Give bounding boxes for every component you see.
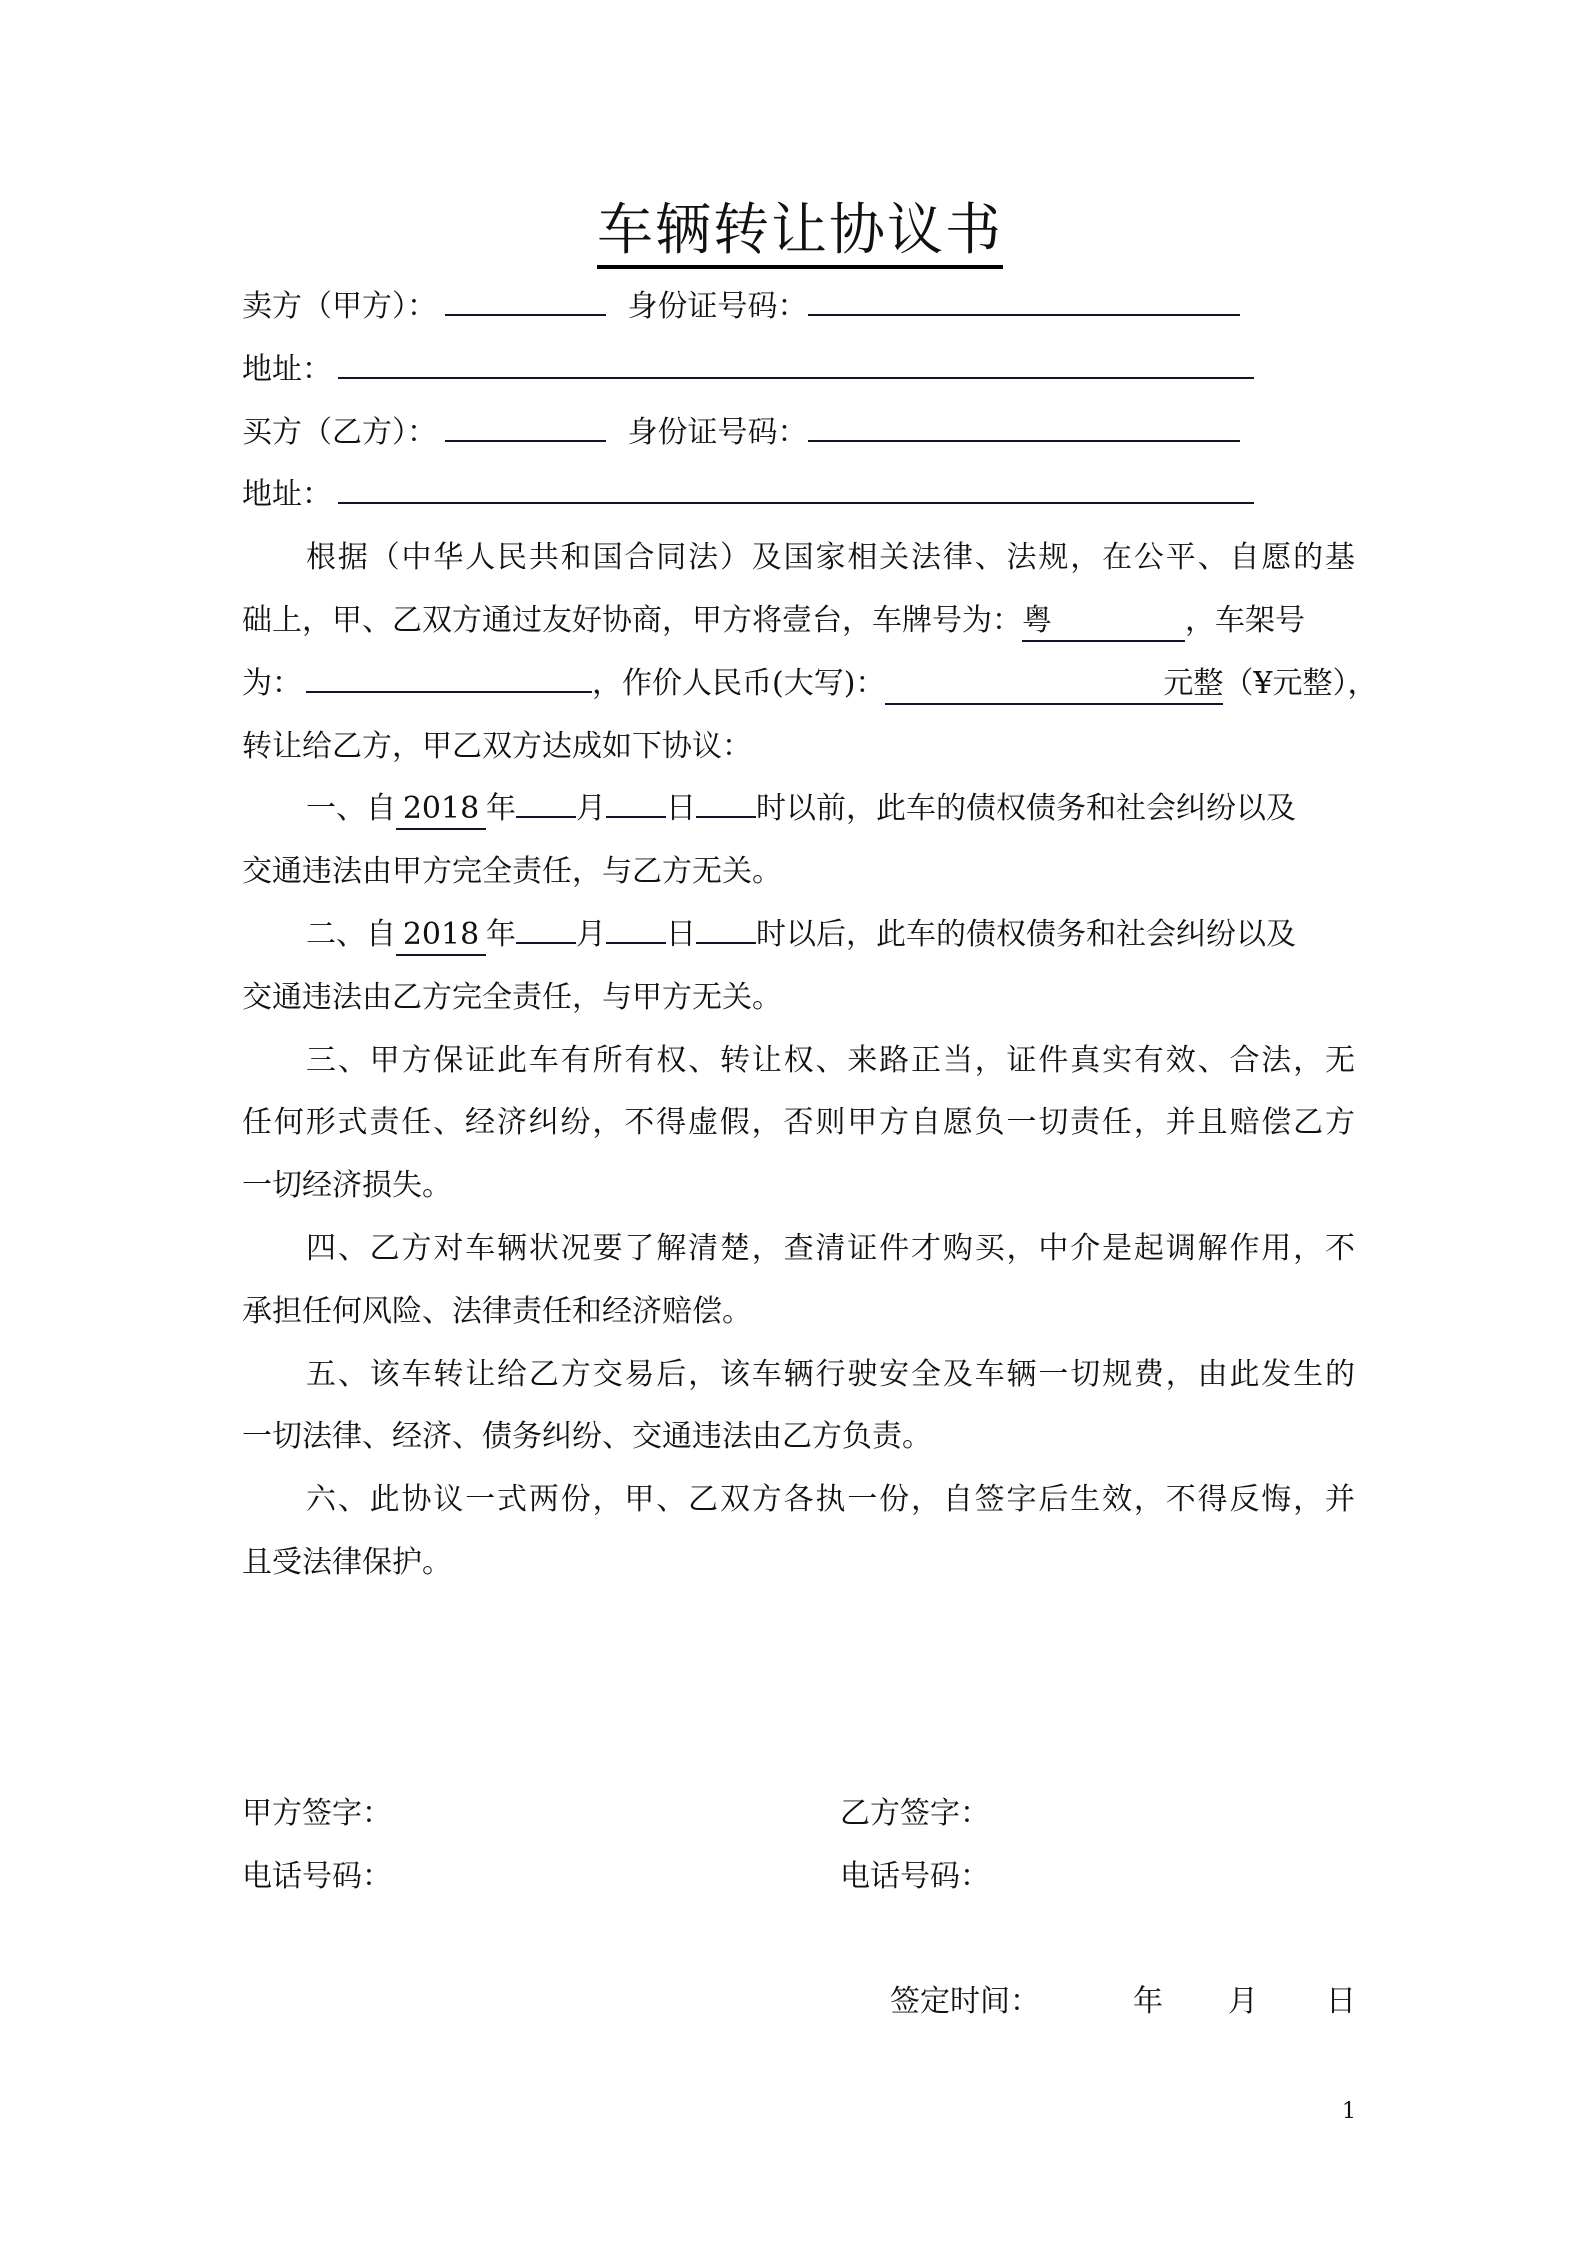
party-a-signature-label: 甲方签字： xyxy=(242,1796,392,1831)
sign-date-day: 日 xyxy=(1326,1984,1356,2019)
buyer-address-field[interactable] xyxy=(338,464,1254,504)
clause-1-line: 交通违法由甲方完全责任，与乙方无关。 xyxy=(242,854,782,890)
clause-6: 六、此协议一式两份，甲、乙双方各执一份，自签字后生效，不得反悔，并 xyxy=(306,1482,1355,1518)
vin-field[interactable] xyxy=(306,653,592,693)
clause-6-line: 且受法律保护。 xyxy=(242,1544,452,1580)
buyer-name-field[interactable] xyxy=(445,402,606,442)
buyer-address-row: 地址： xyxy=(242,464,1355,527)
clause-4: 四、乙方对车辆状况要了解清楚，查清证件才购买，中介是起调解作用，不 xyxy=(306,1230,1355,1266)
clause-3: 三、甲方保证此车有所有权、转让权、来路正当，证件真实有效、合法，无 xyxy=(306,1042,1355,1078)
clause-2: 二、自 2018 年 月 日 时以后，此车的债权债务和社会纠纷以及 xyxy=(242,904,1355,967)
clause-1: 一、自 2018 年 月 日 时以前，此车的债权债务和社会纠纷以及 xyxy=(242,778,1355,841)
buyer-row: 买方（乙方）： 身份证号码： xyxy=(242,402,1355,465)
clause-1-year[interactable]: 2018 xyxy=(396,790,486,830)
clause-3-line: 一切经济损失。 xyxy=(242,1168,452,1204)
party-b-signature-label: 乙方签字： xyxy=(840,1796,990,1831)
buyer-id-field[interactable] xyxy=(808,402,1240,442)
clause-1-day[interactable] xyxy=(606,778,666,818)
intro-line: 础上，甲、乙双方通过友好协商，甲方将壹台，车牌号为：粤 ，车架号 xyxy=(242,590,1355,653)
document-body xyxy=(242,276,1378,1595)
clause-5-line: 一切法律、经济、债务纠纷、交通违法由乙方负责。 xyxy=(242,1419,932,1455)
clause-3-line: 任何形式责任、经济纠纷，不得虚假，否则甲方自愿负一切责任，并且赔偿乙方 xyxy=(242,1105,1355,1141)
page-number: 1 xyxy=(1342,2099,1356,2124)
clause-2-line: 交通违法由乙方完全责任，与甲方无关。 xyxy=(242,979,782,1015)
sign-date-label: 签定时间： xyxy=(890,1984,1040,2019)
party-a-phone-label: 电话号码： xyxy=(242,1859,392,1894)
seller-id-field[interactable] xyxy=(808,276,1240,316)
clause-4-line: 承担任何风险、法律责任和经济赔偿。 xyxy=(242,1293,752,1329)
seller-address-field[interactable] xyxy=(338,339,1254,379)
clause-1-month[interactable] xyxy=(516,778,576,818)
party-b-phone-label: 电话号码： xyxy=(840,1859,990,1894)
clause-2-month[interactable] xyxy=(516,904,576,944)
document-title: 车辆转让协议书 xyxy=(0,196,1586,266)
seller-address-row: 地址： xyxy=(242,339,1355,402)
clause-2-day[interactable] xyxy=(606,904,666,944)
seller-row: 卖方（甲方）： 身份证号码： xyxy=(242,276,1355,339)
clause-5: 五、该车转让给乙方交易后，该车辆行驶安全及车辆一切规费，由此发生的 xyxy=(306,1356,1355,1392)
intro-line: 为： ，作价人民币(大写)： 元整（¥元整）， xyxy=(242,653,1355,716)
plate-field[interactable]: 粤 xyxy=(1022,602,1185,642)
sign-date-year: 年 xyxy=(1133,1984,1163,2019)
clause-2-year[interactable]: 2018 xyxy=(396,916,486,956)
clause-2-hour[interactable] xyxy=(696,904,756,944)
clause-1-hour[interactable] xyxy=(696,778,756,818)
price-field[interactable]: 元整 xyxy=(885,665,1223,705)
sign-date-month: 月 xyxy=(1228,1984,1258,2019)
intro-line: 转让给乙方，甲乙双方达成如下协议： xyxy=(242,728,752,764)
seller-name-field[interactable] xyxy=(445,276,606,316)
intro-line: 根据（中华人民共和国合同法）及国家相关法律、法规，在公平、自愿的基 xyxy=(306,540,1355,576)
